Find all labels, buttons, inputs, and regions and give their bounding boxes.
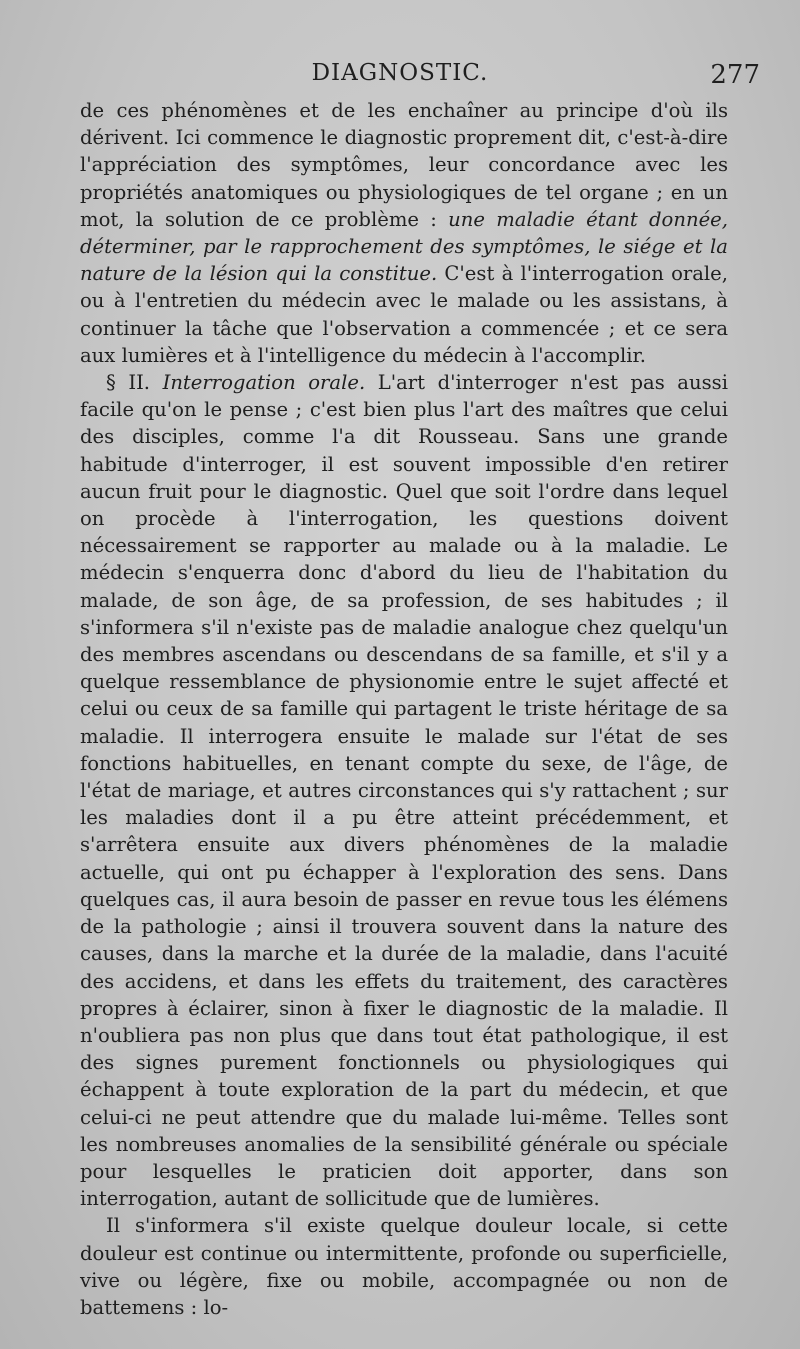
paragraph-douleur [80,1212,728,1321]
section-marker: § II. [106,371,163,395]
section-heading-interrogation-orale: Interrogation orale. [162,371,366,395]
text-run: L'art d'interroger n'est pas aussi facile qu'on le pense ; c'est bien plus l'art des maîtres que celui des disciples, comme l'a dit Rousseau. Sans une grande habitude d'interroger, il est souvent impossible d'en retirer aucun fruit pour le diagnostic. Quel que soit l'ordre dans lequel on procède à l'interrogation, les questions doivent nécessairement se rapporter au malade ou à la maladie. Le médecin s'enquerra donc d'abord du lieu de l'habitation du malade, de son âge, de sa profession, de ses habitudes ; il s'informera s'il n'existe pas de maladie analogue chez quelqu'un des membres ascendans ou descendans de sa famille, et s'il y a quelque ressemblance de physionomie entre le sujet affecté et celui ou ceux de sa famille qui partagent le triste héritage de sa maladie. Il interrogera ensuite le malade sur l'état de ses fonctions habituelles, en tenant compte du sexe, de l'âge, de l'état de mariage, et autres circonstances qui s'y rattachent ; sur les maladies dont il a pu être atteint précédemment, et s'arrêtera ensuite aux divers phénomènes de la maladie actuelle, qui ont pu échapper à l'exploration des sens. Dans quelques cas, il aura besoin de passer en revue tous les élémens de la pathologie ; ainsi il trouvera souvent dans la nature des causes, dans la marche et la durée de la maladie, dans l'acuité des accidens, et dans les effets du traitement, des caractères propres à éclairer, sinon à fixer le diagnostic de la maladie. Il n'oubliera pas non plus que dans tout état pathologique, il est des signes purement fonctionnels ou physiologiques qui échappent à toute exploration de la part du médecin, et que celui-ci ne peut attendre que du malade lui-même. Telles sont les nombreuses anomalies de la sensibilité générale ou spéciale pour lesquelles le praticien doit apporter, dans son interrogation, autant de sollicitude que de lumières. [80,371,728,1211]
page-number: 277 [710,60,760,90]
page-header [0,58,800,94]
paragraph-continued [80,97,728,369]
running-title: DIAGNOSTIC. [311,60,489,86]
paragraph-section-ii [80,369,728,1212]
body-text [80,97,728,1321]
text-run: C'est à l'interrogation orale, ou à l'entretien du médecin avec le malade ou les assistans, à continuer la tâche que l'observation a commencée ; et ce sera aux lumières et à l'intelligence du médecin à l'accomplir. [80,262,728,367]
italic-run-problem-statement: une maladie étant donnée, déterminer, par le rapprochement des symptômes, le siége et la nature de la lésion qui la constitue. [80,207,728,286]
text-run: Il s'informera s'il existe quelque douleur locale, si cette douleur est continue ou intermittente, profonde ou superficielle, vive ou légère, fixe ou mobile, accompagnée ou non de battemens : lo- [80,1214,728,1319]
text-run: de ces phénomènes et de les enchaîner au principe d'où ils dérivent. Ici commence le diagnostic proprement dit, c'est-à-dire l'appréciation des symptômes, leur concordance avec les propriétés anatomiques ou physiologiques de tel organe ; en un mot, la solution de ce problème : [80,99,728,231]
